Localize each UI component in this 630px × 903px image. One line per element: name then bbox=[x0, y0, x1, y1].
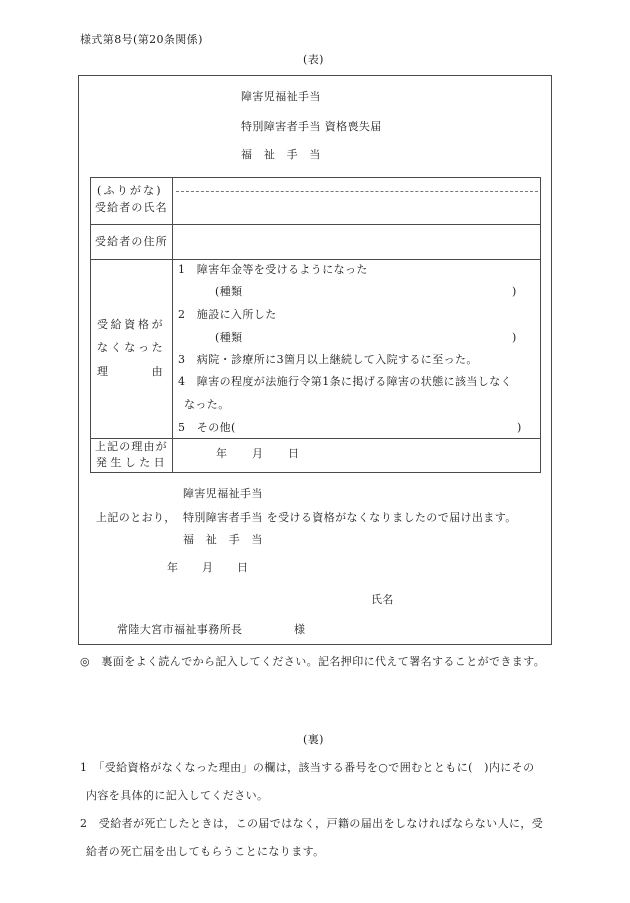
declaration-option-3: 福 祉 手 当 bbox=[183, 533, 263, 546]
reverse-side-note: ◎ 裏面をよく読んでから記入してください。記名押印に代えて署名することができます。 bbox=[80, 655, 546, 668]
reason-item-1: 1 障害年金等を受けるようになった bbox=[178, 263, 368, 276]
furigana-separator bbox=[176, 191, 538, 192]
declaration-suffix: を受ける資格がなくなりましたので届け出ます。 bbox=[262, 511, 517, 524]
form-number: 様式第8号(第20条関係) bbox=[80, 33, 203, 46]
table-row-divider bbox=[90, 259, 541, 260]
declaration-prefix: 上記のとおり， bbox=[96, 511, 176, 524]
date-label-line1: 上記の理由が bbox=[95, 440, 167, 453]
reason-label-line1: 受給資格が bbox=[97, 318, 163, 331]
reason-item-3: 3 病院・診療所に3箇月以上継続して入院するに至った。 bbox=[178, 353, 478, 366]
submission-date-year: 年 bbox=[167, 561, 179, 574]
submission-date-day: 日 bbox=[237, 561, 249, 574]
recipient-address-field bbox=[176, 228, 536, 254]
reason-item-2-type-open: (種類 bbox=[215, 331, 243, 344]
reason-item-4-line1: 4 障害の程度が法施行令第1条に掲げる障害の状態に該当しなく bbox=[178, 375, 512, 388]
reason-item-4-line2: なった。 bbox=[184, 398, 230, 411]
title-option-disabled-child: 障害児福祉手当 bbox=[241, 90, 321, 103]
table-column-divider bbox=[172, 177, 173, 473]
declaration-option-2: 特別障害者手当 bbox=[183, 511, 263, 524]
date-label-line2: 発生した日 bbox=[96, 456, 165, 469]
applicant-name-label: 氏名 bbox=[371, 593, 394, 606]
honorific: 様 bbox=[294, 623, 306, 636]
occurrence-date-day: 日 bbox=[288, 447, 300, 460]
reason-item-2: 2 施設に入所した bbox=[178, 308, 277, 321]
occurrence-date-month: 月 bbox=[252, 447, 264, 460]
instruction-2-line2: 給者の死亡届を出してもらうことになります。 bbox=[86, 845, 325, 858]
recipient-office: 常陸大宮市福祉事務所長 bbox=[117, 623, 243, 636]
recipient-address-label: 受給者の住所 bbox=[95, 235, 167, 248]
table-row-divider bbox=[90, 438, 541, 439]
instruction-1-line2: 内容を具体的に記入してください。 bbox=[86, 789, 269, 802]
instruction-2-line1: 2 受給者が死亡したときは，この届ではなく，戸籍の届出をしなければならない人に，受 bbox=[80, 817, 544, 830]
reason-item-1-type-open: (種類 bbox=[215, 285, 243, 298]
recipient-name-label: 受給者の氏名 bbox=[95, 201, 167, 214]
furigana-label: (ふりがな) bbox=[97, 184, 161, 197]
title-option-welfare: 福 祉 手 当 bbox=[241, 148, 321, 161]
occurrence-date-year: 年 bbox=[216, 447, 228, 460]
recipient-name-field bbox=[176, 196, 536, 220]
declaration-statement bbox=[183, 511, 517, 525]
front-side-label: (表) bbox=[303, 53, 324, 66]
form-title: 特別障害者手当 資格喪失届 bbox=[241, 120, 382, 133]
reason-item-1-type-close: ) bbox=[512, 285, 517, 298]
table-row-divider bbox=[90, 224, 541, 225]
declaration-option-1: 障害児福祉手当 bbox=[183, 487, 263, 500]
instruction-1-line1: 1 「受給資格がなくなった理由」の欄は，該当する番号を○で囲むとともに( )内にその bbox=[80, 761, 535, 774]
reason-item-2-type-close: ) bbox=[512, 331, 517, 344]
back-side-label: (裏) bbox=[303, 733, 324, 746]
submission-date-month: 月 bbox=[202, 561, 214, 574]
reason-label-line2: なくなった bbox=[97, 341, 163, 354]
reason-item-5-open: 5 その他( bbox=[178, 421, 236, 434]
reason-label-line3: 理 由 bbox=[97, 365, 163, 378]
reason-item-5-close: ) bbox=[517, 421, 522, 434]
